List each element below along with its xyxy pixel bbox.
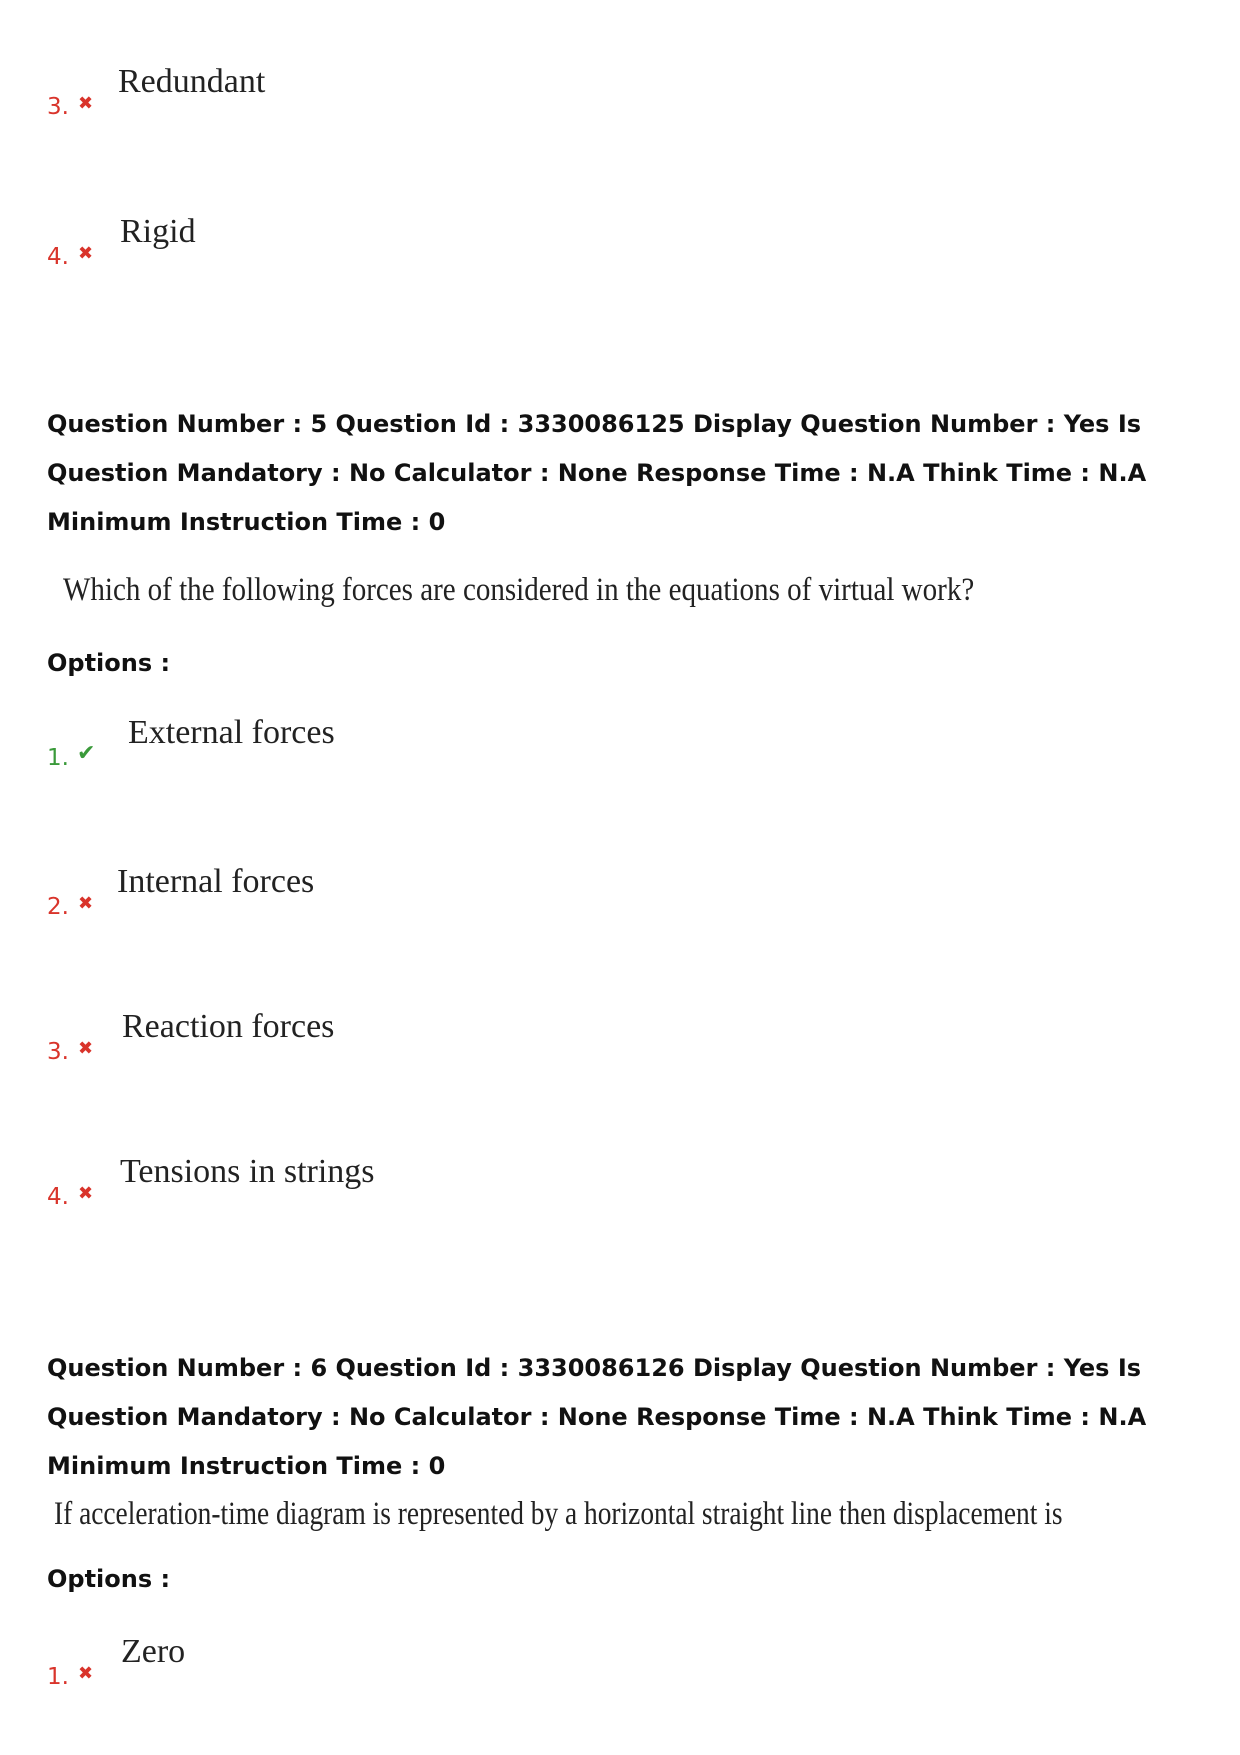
cross-icon: ✖ xyxy=(78,1183,94,1204)
check-icon: ✔ xyxy=(77,741,96,766)
option-text: Zero xyxy=(121,1633,186,1670)
option-text: Internal forces xyxy=(117,863,315,900)
question-meta: Question Number : 5 Question Id : 3330086125 Display Question Number : Yes Is Question Mandatory : No Calculator : None Response Time : N.A Think Time : N.A Minimum Instruction Time : 0 xyxy=(47,410,1147,536)
cross-icon: ✖ xyxy=(78,243,94,264)
option-text: Reaction forces xyxy=(122,1008,335,1045)
question-text: Which of the following forces are considered in the equations of virtual work? xyxy=(63,572,975,608)
option-number: 4. xyxy=(47,244,69,270)
option-number: 1. xyxy=(47,1664,69,1690)
question-text: If acceleration-time diagram is represented by a horizontal straight line then displacement is xyxy=(54,1496,1063,1532)
option-number: 4. xyxy=(47,1184,69,1210)
option-number: 1. xyxy=(47,745,69,771)
cross-icon: ✖ xyxy=(78,893,94,914)
option-text: External forces xyxy=(128,714,335,751)
options-label: Options : xyxy=(47,1565,171,1593)
option-text: Tensions in strings xyxy=(120,1153,375,1190)
option-number: 2. xyxy=(47,894,69,920)
cross-icon: ✖ xyxy=(78,93,94,114)
options-label: Options : xyxy=(47,649,171,677)
cross-icon: ✖ xyxy=(78,1038,94,1059)
option-text: Rigid xyxy=(120,213,196,250)
option-number: 3. xyxy=(47,1039,69,1065)
option-text: Redundant xyxy=(118,63,266,100)
option-number: 3. xyxy=(47,94,69,120)
cross-icon: ✖ xyxy=(78,1663,94,1684)
question-meta: Question Number : 6 Question Id : 3330086126 Display Question Number : Yes Is Question Mandatory : No Calculator : None Response Time : N.A Think Time : N.A Minimum Instruction Time : 0 xyxy=(47,1354,1147,1480)
